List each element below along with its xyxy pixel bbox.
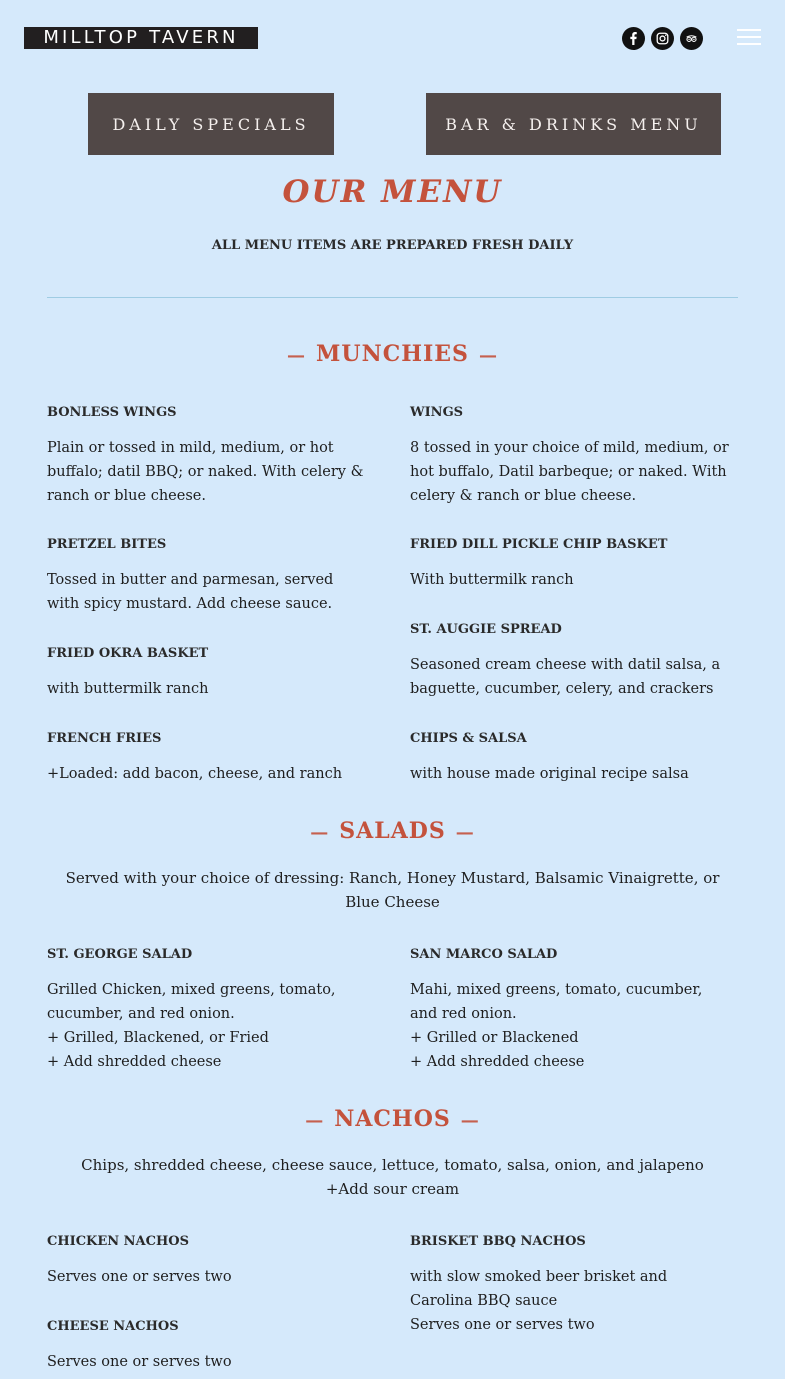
menu-item [47, 947, 367, 1074]
menu-item [410, 947, 730, 1074]
section-title-munchies: — MUNCHIES — [287, 341, 498, 367]
page-title: OUR MENU [282, 174, 503, 210]
item-description: Tossed in butter and parmesan, served with spicy mustard. Add cheese sauce. [47, 572, 334, 612]
salads-note: Served with your choice of dressing: Ranch, Honey Mustard, Balsamic Vinaigrette, or Blue Cheese [65, 869, 720, 911]
item-description: Serves one or serves two [47, 1269, 232, 1285]
site-logo[interactable]: MILLTOP TAVERN [24, 27, 258, 49]
item-description: Mahi, mixed greens, tomato, cucumber, and red onion. + Grilled or Blackened + Add shredded cheese [410, 982, 703, 1070]
item-name: SAN MARCO SALAD [410, 947, 558, 962]
page-subtitle: ALL MENU ITEMS ARE PREPARED FRESH DAILY [211, 238, 574, 253]
menu-item [47, 1234, 367, 1289]
item-name: FRIED DILL PICKLE CHIP BASKET [410, 537, 668, 552]
menu-item [410, 731, 730, 786]
item-description: +Loaded: add bacon, cheese, and ranch [47, 766, 343, 782]
section-title-salads: — SALADS — [310, 818, 475, 844]
item-description: Plain or tossed in mild, medium, or hot buffalo; datil BBQ; or naked. With celery & ranch or blue cheese. [47, 440, 364, 504]
menu-item [47, 646, 367, 701]
facebook-icon[interactable] [622, 27, 645, 50]
nachos-note: Chips, shredded cheese, cheese sauce, lettuce, tomato, salsa, onion, and jalapeno +Add sour cream [81, 1156, 704, 1198]
hamburger-menu-icon[interactable] [737, 29, 761, 47]
item-description: with buttermilk ranch [47, 681, 209, 697]
social-links [622, 27, 703, 50]
menu-item [410, 1234, 730, 1337]
menu-item [47, 405, 367, 508]
item-description: With buttermilk ranch [410, 572, 574, 588]
menu-item [410, 405, 730, 508]
item-name: CHEESE NACHOS [47, 1319, 179, 1334]
item-name: WINGS [410, 405, 464, 420]
item-name: ST. GEORGE SALAD [47, 947, 193, 962]
menu-item [410, 622, 730, 701]
menu-item [410, 537, 730, 592]
item-description: with slow smoked beer brisket and Carolina BBQ sauce Serves one or serves two [410, 1269, 668, 1333]
item-name: ST. AUGGIE SPREAD [410, 622, 562, 637]
item-name: PRETZEL BITES [47, 537, 167, 552]
item-description: Grilled Chicken, mixed greens, tomato, cucumber, and red onion. + Grilled, Blackened, or Fried + Add shredded cheese [47, 982, 336, 1070]
item-description: with house made original recipe salsa [410, 766, 689, 782]
menu-item [47, 731, 367, 786]
bar-drinks-menu-button[interactable]: BAR & DRINKS MENU [426, 93, 721, 155]
item-name: FRIED OKRA BASKET [47, 646, 209, 661]
tripadvisor-icon[interactable] [680, 27, 703, 50]
menu-item [47, 1319, 367, 1374]
divider [47, 297, 738, 298]
item-name: BONLESS WINGS [47, 405, 177, 420]
menu-item [47, 537, 367, 616]
item-description: Seasoned cream cheese with datil salsa, a baguette, cucumber, celery, and crackers [410, 657, 721, 697]
daily-specials-button[interactable]: DAILY SPECIALS [88, 93, 334, 155]
item-name: FRENCH FRIES [47, 731, 162, 746]
item-name: CHICKEN NACHOS [47, 1234, 189, 1249]
item-description: Serves one or serves two [47, 1354, 232, 1370]
item-name: CHIPS & SALSA [410, 731, 527, 746]
section-title-nachos: — NACHOS — [305, 1106, 480, 1132]
item-description: 8 tossed in your choice of mild, medium, or hot buffalo, Datil barbeque; or naked. With celery & ranch or blue cheese. [410, 440, 729, 504]
item-name: BRISKET BBQ NACHOS [410, 1234, 586, 1249]
instagram-icon[interactable] [651, 27, 674, 50]
